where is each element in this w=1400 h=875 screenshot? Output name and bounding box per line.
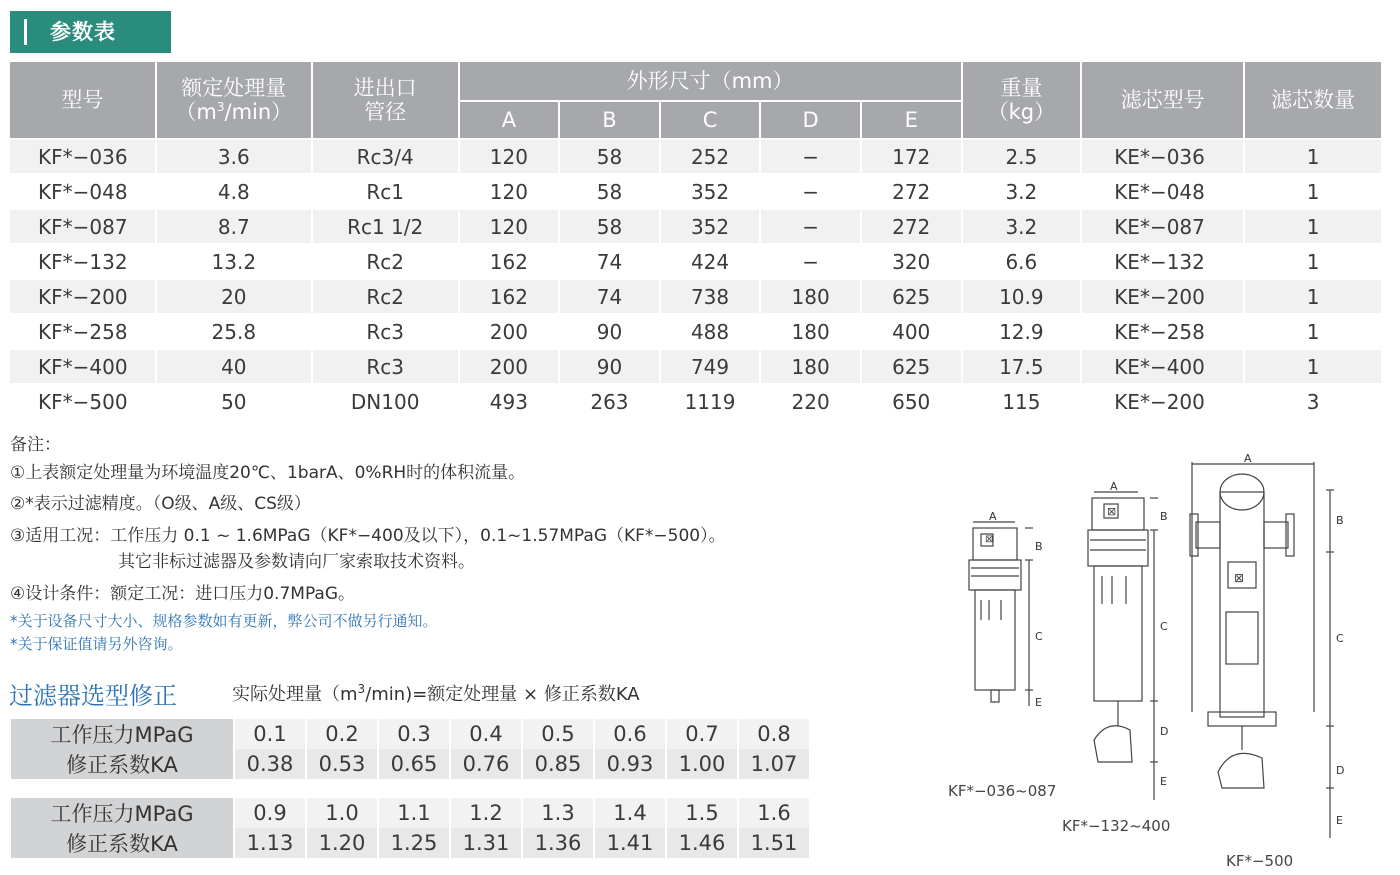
header-dim-e: E — [862, 102, 961, 138]
cell-a: 162 — [460, 280, 559, 313]
dim-label-c: C — [1336, 632, 1344, 645]
note-3: ③适用工况：工作压力 0.1 ~ 1.6MPaG（KF*−400及以下），0.1~1.57MPaG（KF*−500）。 — [10, 526, 726, 546]
cell-b: 58 — [560, 175, 659, 208]
cell-port: Rc3 — [313, 315, 458, 348]
cell-flow: 3.6 — [157, 140, 311, 173]
cell-port: Rc1 — [313, 175, 458, 208]
correction-cell: 1.51 — [739, 828, 809, 858]
cell-e: 172 — [862, 140, 961, 173]
cell-count: 1 — [1245, 140, 1381, 173]
correction-cell: 1.00 — [667, 749, 737, 779]
cell-port: Rc2 — [313, 245, 458, 278]
cell-weight: 6.6 — [963, 245, 1081, 278]
caption-large: KF*−500 — [1226, 852, 1294, 870]
dim-label-b: B — [1336, 514, 1344, 527]
dim-label-b: B — [1035, 540, 1043, 553]
correction-title: 过滤器选型修正 — [9, 682, 177, 710]
correction-cell: 1.13 — [235, 828, 305, 858]
header-dimensions: 外形尺寸（mm） — [460, 62, 961, 100]
cell-element: KE*−200 — [1082, 280, 1243, 313]
cell-c: 488 — [661, 315, 760, 348]
dim-label-e: E — [1160, 775, 1167, 788]
cell-model: KF*−500 — [10, 385, 155, 418]
cell-e: 625 — [862, 280, 961, 313]
note-blue-1: *关于设备尺寸大小、规格参数如有更新，弊公司不做另行通知。 — [10, 612, 438, 630]
dim-label-c: C — [1160, 620, 1168, 633]
correction-table-1 — [9, 719, 811, 779]
cell-port: Rc1 1/2 — [313, 210, 458, 243]
cell-model: KF*−036 — [10, 140, 155, 173]
correction-cell: 0.7 — [667, 719, 737, 749]
cell-model: KF*−132 — [10, 245, 155, 278]
cell-count: 1 — [1245, 280, 1381, 313]
cell-a: 162 — [460, 245, 559, 278]
pressure-label: 工作压力MPaG — [11, 719, 233, 749]
cell-c: 252 — [661, 140, 760, 173]
table-row — [10, 350, 1381, 383]
dim-label-b: B — [1160, 510, 1168, 523]
correction-cell: 0.9 — [235, 798, 305, 828]
correction-cell: 0.3 — [379, 719, 449, 749]
cell-e: 625 — [862, 350, 961, 383]
table-row — [10, 140, 1381, 173]
dim-label-a: A — [989, 510, 997, 523]
correction-cell: 0.2 — [307, 719, 377, 749]
cell-weight: 2.5 — [963, 140, 1081, 173]
correction-cell: 1.3 — [523, 798, 593, 828]
cell-d: 220 — [761, 385, 860, 418]
factor-label: 修正系数KA — [11, 749, 233, 779]
cell-weight: 3.2 — [963, 175, 1081, 208]
dim-label-d: D — [1160, 725, 1169, 738]
correction-cell: 1.1 — [379, 798, 449, 828]
cell-weight: 115 — [963, 385, 1081, 418]
cell-d: − — [761, 140, 860, 173]
correction-cell: 1.20 — [307, 828, 377, 858]
cell-b: 90 — [560, 350, 659, 383]
correction-cell: 0.6 — [595, 719, 665, 749]
cell-count: 3 — [1245, 385, 1381, 418]
header-model: 型号 — [10, 62, 155, 138]
table-row — [10, 175, 1381, 208]
drawing-medium-filter — [1080, 480, 1170, 810]
cell-b: 58 — [560, 210, 659, 243]
cell-element: KE*−036 — [1082, 140, 1243, 173]
table-row — [10, 315, 1381, 348]
drawing-large-filter — [1182, 452, 1347, 852]
cell-element: KE*−400 — [1082, 350, 1243, 383]
correction-cell: 1.2 — [451, 798, 521, 828]
logo-icon: ⊠ — [1234, 571, 1245, 585]
cell-a: 120 — [460, 210, 559, 243]
notes-heading: 备注： — [10, 435, 61, 455]
section-tag — [10, 11, 171, 53]
header-flow: 额定处理量 $(m^3/\min)$ — [157, 62, 311, 138]
cell-weight: 12.9 — [963, 315, 1081, 348]
header-weight: 重量 （kg） — [963, 62, 1081, 138]
dim-label-d: D — [1336, 764, 1345, 777]
correction-cell: 0.53 — [307, 749, 377, 779]
factor-label: 修正系数KA — [11, 828, 233, 858]
dim-label-c: C — [1035, 630, 1043, 643]
correction-cell: 1.41 — [595, 828, 665, 858]
cell-b: 263 — [560, 385, 659, 418]
cell-element: KE*−200 — [1082, 385, 1243, 418]
cell-e: 320 — [862, 245, 961, 278]
note-3-continued: 其它非标过滤器及参数请向厂家索取技术资料。 — [118, 552, 475, 572]
cell-flow: 40 — [157, 350, 311, 383]
cell-element: KE*−258 — [1082, 315, 1243, 348]
correction-cell: 1.4 — [595, 798, 665, 828]
note-1: ①上表额定处理量为环境温度20℃、1barA、0%RH时的体积流量。 — [10, 463, 526, 483]
dim-label-a: A — [1110, 480, 1118, 493]
cell-c: 749 — [661, 350, 760, 383]
cell-a: 200 — [460, 350, 559, 383]
cell-d: 180 — [761, 280, 860, 313]
dim-label-e: E — [1336, 814, 1343, 827]
header-count: 滤芯数量 — [1245, 62, 1381, 138]
correction-cell: 1.31 — [451, 828, 521, 858]
note-2: ②*表示过滤精度。（O级、A级、CS级） — [10, 494, 311, 514]
correction-formula: 实际处理量$(m^3/\min)=$额定处理量 × 修正系数KA — [232, 682, 640, 705]
cell-flow: 50 — [157, 385, 311, 418]
cell-element: KE*−048 — [1082, 175, 1243, 208]
cell-port: Rc3/4 — [313, 140, 458, 173]
cell-a: 493 — [460, 385, 559, 418]
caption-small: KF*−036~087 — [948, 782, 1057, 800]
cell-e: 272 — [862, 175, 961, 208]
cell-a: 200 — [460, 315, 559, 348]
cell-flow: 25.8 — [157, 315, 311, 348]
cell-e: 650 — [862, 385, 961, 418]
tag-bar — [24, 19, 27, 45]
cell-port: Rc3 — [313, 350, 458, 383]
cell-c: 738 — [661, 280, 760, 313]
cell-a: 120 — [460, 175, 559, 208]
note-4: ④设计条件：额定工况：进口压力0.7MPaG。 — [10, 584, 356, 604]
cell-port: Rc2 — [313, 280, 458, 313]
cell-d: 180 — [761, 350, 860, 383]
cell-c: 424 — [661, 245, 760, 278]
cell-model: KF*−048 — [10, 175, 155, 208]
header-dim-a: A — [460, 102, 559, 138]
header-port: 进出口 管径 — [313, 62, 458, 138]
pressure-label: 工作压力MPaG — [11, 798, 233, 828]
cell-model: KF*−087 — [10, 210, 155, 243]
table-row — [10, 280, 1381, 313]
cell-weight: 3.2 — [963, 210, 1081, 243]
correction-table-2 — [9, 798, 811, 858]
cell-e: 400 — [862, 315, 961, 348]
cell-d: 180 — [761, 315, 860, 348]
cell-c: 352 — [661, 210, 760, 243]
cell-d: − — [761, 210, 860, 243]
drawing-small-filter — [955, 510, 1045, 710]
cell-model: KF*−400 — [10, 350, 155, 383]
cell-count: 1 — [1245, 350, 1381, 383]
table-row — [10, 245, 1381, 278]
correction-cell: 1.36 — [523, 828, 593, 858]
logo-icon: ⊠ — [1107, 505, 1117, 518]
correction-cell: 0.4 — [451, 719, 521, 749]
correction-cell: 0.1 — [235, 719, 305, 749]
cell-d: − — [761, 175, 860, 208]
cell-element: KE*−087 — [1082, 210, 1243, 243]
cell-a: 120 — [460, 140, 559, 173]
cell-model: KF*−200 — [10, 280, 155, 313]
cell-b: 58 — [560, 140, 659, 173]
correction-cell: 0.65 — [379, 749, 449, 779]
cell-weight: 10.9 — [963, 280, 1081, 313]
cell-count: 1 — [1245, 175, 1381, 208]
correction-cell: 1.5 — [667, 798, 737, 828]
correction-cell: 0.8 — [739, 719, 809, 749]
cell-d: − — [761, 245, 860, 278]
correction-cell: 1.46 — [667, 828, 737, 858]
dim-label-e: E — [1035, 696, 1042, 709]
correction-cell: 0.93 — [595, 749, 665, 779]
table-row — [10, 385, 1381, 418]
cell-b: 90 — [560, 315, 659, 348]
logo-icon: ⊠ — [985, 534, 994, 545]
cell-flow: 4.8 — [157, 175, 311, 208]
header-dim-d: D — [761, 102, 860, 138]
cell-b: 74 — [560, 280, 659, 313]
caption-medium: KF*−132~400 — [1062, 817, 1171, 835]
spec-table — [8, 60, 1383, 420]
correction-cell: 0.85 — [523, 749, 593, 779]
cell-count: 1 — [1245, 245, 1381, 278]
cell-flow: 13.2 — [157, 245, 311, 278]
header-element: 滤芯型号 — [1082, 62, 1243, 138]
cell-model: KF*−258 — [10, 315, 155, 348]
correction-cell: 1.25 — [379, 828, 449, 858]
cell-c: 1119 — [661, 385, 760, 418]
table-row — [10, 210, 1381, 243]
dim-label-a: A — [1244, 452, 1252, 465]
cell-e: 272 — [862, 210, 961, 243]
correction-cell: 1.6 — [739, 798, 809, 828]
cell-flow: 20 — [157, 280, 311, 313]
cell-weight: 17.5 — [963, 350, 1081, 383]
section-title: 参数表 — [50, 20, 116, 44]
cell-count: 1 — [1245, 210, 1381, 243]
cell-count: 1 — [1245, 315, 1381, 348]
header-dim-c: C — [661, 102, 760, 138]
cell-element: KE*−132 — [1082, 245, 1243, 278]
correction-cell: 1.07 — [739, 749, 809, 779]
note-blue-2: *关于保证值请另外咨询。 — [10, 635, 183, 653]
correction-cell: 0.76 — [451, 749, 521, 779]
correction-cell: 1.0 — [307, 798, 377, 828]
cell-flow: 8.7 — [157, 210, 311, 243]
correction-cell: 0.5 — [523, 719, 593, 749]
cell-c: 352 — [661, 175, 760, 208]
header-dim-b: B — [560, 102, 659, 138]
cell-b: 74 — [560, 245, 659, 278]
cell-port: DN100 — [313, 385, 458, 418]
correction-cell: 0.38 — [235, 749, 305, 779]
